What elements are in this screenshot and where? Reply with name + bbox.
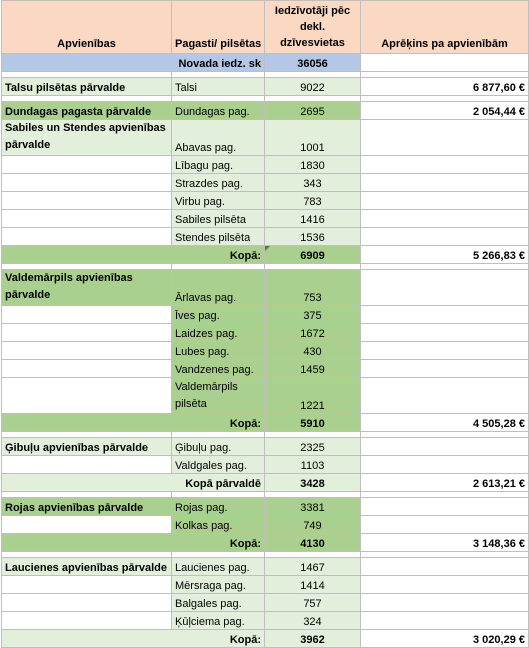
laucienes-pop-1[interactable]: 1467 bbox=[265, 558, 361, 576]
valdemarpils-pop-6[interactable]: 1221 bbox=[265, 378, 361, 414]
valdemarpils-pop-3[interactable]: 1672 bbox=[265, 324, 361, 342]
table-row bbox=[2, 360, 529, 378]
talsu-calc[interactable]: 6 877,60 € bbox=[361, 78, 529, 96]
valdemarpils-name[interactable]: Valdemārpils apvienības pārvalde bbox=[2, 270, 172, 306]
sabiles-place-5[interactable]: Sabiles pilsēta bbox=[172, 210, 265, 228]
empty-cell[interactable] bbox=[2, 456, 172, 474]
empty-cell[interactable] bbox=[2, 192, 172, 210]
gibulu-pop-1[interactable]: 2325 bbox=[265, 438, 361, 456]
sabiles-place-4[interactable]: Virbu pag. bbox=[172, 192, 265, 210]
allocation-table bbox=[1, 0, 529, 648]
empty-cell[interactable] bbox=[2, 174, 172, 192]
valdemarpils-place-5[interactable]: Vandzenes pag. bbox=[172, 360, 265, 378]
valdemarpils-pop-1[interactable]: 753 bbox=[265, 270, 361, 306]
table-row bbox=[2, 192, 529, 210]
rojas-place-2[interactable]: Kolkas pag. bbox=[172, 516, 265, 534]
empty-cell[interactable] bbox=[361, 594, 529, 612]
valdemarpils-total-row bbox=[2, 414, 529, 432]
rojas-pop-2[interactable]: 749 bbox=[265, 516, 361, 534]
dundagas-pop[interactable]: 2695 bbox=[265, 102, 361, 120]
empty-cell[interactable] bbox=[361, 360, 529, 378]
dundagas-row bbox=[2, 102, 529, 120]
gibulu-row-1 bbox=[2, 438, 529, 456]
laucienes-name[interactable]: Laucienes apvienības pārvalde bbox=[2, 558, 172, 576]
empty-cell[interactable] bbox=[2, 342, 172, 360]
sabiles-pop-1[interactable]: 1001 bbox=[265, 120, 361, 156]
empty-cell[interactable] bbox=[361, 306, 529, 324]
header-aprekins[interactable]: Aprēķins pa apvienībām bbox=[361, 1, 529, 54]
laucienes-pop-3[interactable]: 757 bbox=[265, 594, 361, 612]
dundagas-calc[interactable]: 2 054,44 € bbox=[361, 102, 529, 120]
gibulu-total[interactable]: 3428 bbox=[265, 474, 361, 492]
empty-cell[interactable] bbox=[361, 174, 529, 192]
sabiles-total[interactable]: 6909 bbox=[265, 246, 361, 264]
valdemarpils-calc[interactable]: 4 505,28 € bbox=[361, 414, 529, 432]
dundagas-place[interactable]: Dundagas pag. bbox=[172, 102, 265, 120]
rojas-total-label[interactable]: Kopā: bbox=[2, 534, 265, 552]
header-row bbox=[2, 1, 529, 54]
empty-cell[interactable] bbox=[2, 378, 172, 414]
empty-cell[interactable] bbox=[361, 324, 529, 342]
sabiles-pop-2[interactable]: 1830 bbox=[265, 156, 361, 174]
laucienes-total[interactable]: 3962 bbox=[265, 630, 361, 648]
sabiles-pop-6[interactable]: 1536 bbox=[265, 228, 361, 246]
laucienes-calc[interactable]: 3 020,29 € bbox=[361, 630, 529, 648]
valdemarpils-place-6[interactable]: Valdemārpils pilsēta bbox=[172, 378, 265, 414]
table-row bbox=[2, 456, 529, 474]
sabiles-place-1[interactable]: Abavas pag. bbox=[172, 120, 265, 156]
table-row bbox=[2, 306, 529, 324]
empty-cell[interactable] bbox=[2, 594, 172, 612]
sabiles-name[interactable]: Sabiles un Stendes apvienības pārvalde bbox=[2, 120, 172, 156]
talsu-row bbox=[2, 78, 529, 96]
table-row bbox=[2, 342, 529, 360]
empty-cell[interactable] bbox=[361, 270, 529, 306]
valdemarpils-row-1 bbox=[2, 270, 529, 306]
table-row bbox=[2, 612, 529, 630]
table-row bbox=[2, 516, 529, 534]
header-pagasti[interactable]: Pagasti/ pilsētas bbox=[172, 1, 265, 54]
table-row bbox=[2, 324, 529, 342]
empty-cell[interactable] bbox=[2, 306, 172, 324]
laucienes-pop-2[interactable]: 1414 bbox=[265, 576, 361, 594]
table-row bbox=[2, 378, 529, 414]
empty-cell[interactable] bbox=[2, 576, 172, 594]
table-row bbox=[2, 156, 529, 174]
empty-cell[interactable] bbox=[2, 324, 172, 342]
table-row bbox=[2, 576, 529, 594]
valdemarpils-total[interactable]: 5910 bbox=[265, 414, 361, 432]
empty-cell[interactable] bbox=[361, 576, 529, 594]
valdemarpils-pop-2[interactable]: 375 bbox=[265, 306, 361, 324]
sabiles-row-1 bbox=[2, 120, 529, 156]
table-row bbox=[2, 228, 529, 246]
valdemarpils-place-3[interactable]: Laidzes pag. bbox=[172, 324, 265, 342]
gibulu-name[interactable]: Ģibuļu apvienības pārvalde bbox=[2, 438, 172, 456]
sabiles-pop-5[interactable]: 1416 bbox=[265, 210, 361, 228]
gibulu-pop-2[interactable]: 1103 bbox=[265, 456, 361, 474]
empty-cell[interactable] bbox=[361, 54, 529, 72]
rojas-total-row bbox=[2, 534, 529, 552]
sabiles-place-2[interactable]: Lībagu pag. bbox=[172, 156, 265, 174]
empty-cell[interactable] bbox=[361, 516, 529, 534]
empty-cell[interactable] bbox=[361, 192, 529, 210]
sabiles-place-6[interactable]: Stendes pilsēta bbox=[172, 228, 265, 246]
table-row bbox=[2, 594, 529, 612]
laucienes-place-2[interactable]: Mērsraga pag. bbox=[172, 576, 265, 594]
table-row bbox=[2, 210, 529, 228]
header-iedzivotaji[interactable]: Iedzīvotāji pēc dekl. dzīvesvietas bbox=[265, 1, 361, 54]
empty-cell[interactable] bbox=[361, 228, 529, 246]
rojas-row-1 bbox=[2, 498, 529, 516]
novada-row bbox=[2, 54, 529, 72]
talsu-pop[interactable]: 9022 bbox=[265, 78, 361, 96]
valdemarpils-place-4[interactable]: Lubes pag. bbox=[172, 342, 265, 360]
empty-cell[interactable] bbox=[2, 228, 172, 246]
empty-cell[interactable] bbox=[361, 456, 529, 474]
sabiles-calc[interactable]: 5 266,83 € bbox=[361, 246, 529, 264]
rojas-name[interactable]: Rojas apvienības pārvalde bbox=[2, 498, 172, 516]
laucienes-total-row bbox=[2, 630, 529, 648]
talsu-name[interactable]: Talsu pilsētas pārvalde bbox=[2, 78, 172, 96]
gibulu-total-label[interactable]: Kopā pārvaldē bbox=[2, 474, 265, 492]
dundagas-name[interactable]: Dundagas pagasta pārvalde bbox=[2, 102, 172, 120]
laucienes-place-4[interactable]: Ķūļciema pag. bbox=[172, 612, 265, 630]
laucienes-place-3[interactable]: Balgales pag. bbox=[172, 594, 265, 612]
rojas-place-1[interactable]: Rojas pag. bbox=[172, 498, 265, 516]
gibulu-place-2[interactable]: Valdgales pag. bbox=[172, 456, 265, 474]
rojas-total[interactable]: 4130 bbox=[265, 534, 361, 552]
valdemarpils-place-1[interactable]: Ārlavas pag. bbox=[172, 270, 265, 306]
empty-cell[interactable] bbox=[2, 360, 172, 378]
rojas-calc[interactable]: 3 148,36 € bbox=[361, 534, 529, 552]
laucienes-pop-4[interactable]: 324 bbox=[265, 612, 361, 630]
gibulu-calc[interactable]: 2 613,21 € bbox=[361, 474, 529, 492]
laucienes-place-1[interactable]: Laucienes pag. bbox=[172, 558, 265, 576]
empty-cell[interactable] bbox=[361, 342, 529, 360]
novada-value[interactable]: 36056 bbox=[265, 54, 361, 72]
sabiles-pop-3[interactable]: 343 bbox=[265, 174, 361, 192]
rojas-pop-1[interactable]: 3381 bbox=[265, 498, 361, 516]
sabiles-total-row bbox=[2, 246, 529, 264]
sabiles-total-label[interactable]: Kopā: bbox=[2, 246, 265, 264]
sabiles-pop-4[interactable]: 783 bbox=[265, 192, 361, 210]
empty-cell[interactable] bbox=[361, 438, 529, 456]
empty-cell[interactable] bbox=[361, 498, 529, 516]
empty-cell[interactable] bbox=[361, 558, 529, 576]
empty-cell[interactable] bbox=[361, 612, 529, 630]
valdemarpils-pop-5[interactable]: 1459 bbox=[265, 360, 361, 378]
empty-cell[interactable] bbox=[361, 156, 529, 174]
table-row bbox=[2, 174, 529, 192]
talsu-place[interactable]: Talsi bbox=[172, 78, 265, 96]
empty-cell[interactable] bbox=[361, 210, 529, 228]
sabiles-place-3[interactable]: Strazdes pag. bbox=[172, 174, 265, 192]
empty-cell[interactable] bbox=[361, 120, 529, 156]
valdemarpils-place-2[interactable]: Īves pag. bbox=[172, 306, 265, 324]
empty-cell[interactable] bbox=[2, 516, 172, 534]
valdemarpils-pop-4[interactable]: 430 bbox=[265, 342, 361, 360]
empty-cell[interactable] bbox=[2, 156, 172, 174]
gibulu-total-row bbox=[2, 474, 529, 492]
gibulu-place-1[interactable]: Ģibuļu pag. bbox=[172, 438, 265, 456]
valdemarpils-total-label[interactable]: Kopā: bbox=[2, 414, 265, 432]
novada-label[interactable]: Novada iedz. sk bbox=[2, 54, 265, 72]
empty-cell[interactable] bbox=[361, 378, 529, 414]
empty-cell[interactable] bbox=[2, 612, 172, 630]
empty-cell[interactable] bbox=[2, 210, 172, 228]
laucienes-row-1 bbox=[2, 558, 529, 576]
header-apvienibas[interactable]: Apvienības bbox=[2, 1, 172, 54]
laucienes-total-label[interactable]: Kopā: bbox=[2, 630, 265, 648]
